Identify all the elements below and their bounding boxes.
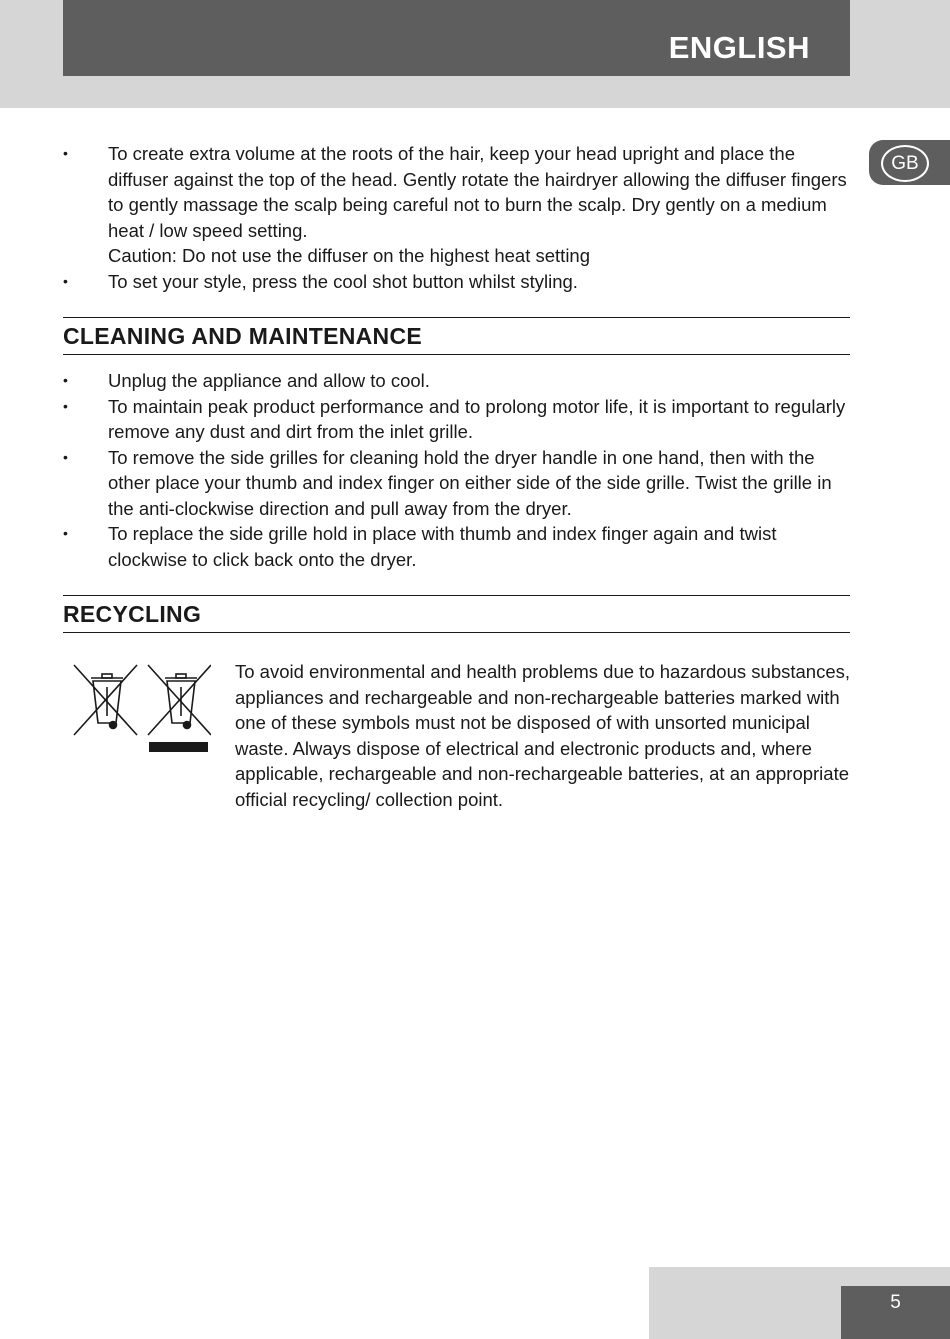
list-item bbox=[63, 269, 850, 295]
list-item: • To remove the side grilles for cleaning hold the dryer handle in one hand, then with the other place your thumb and index finger on either side of the side grille. Twist the grille in the anti-clockwise direction and pull away from the dryer. bbox=[63, 445, 850, 522]
list-item bbox=[63, 141, 850, 269]
intro-list bbox=[63, 141, 850, 294]
list-item: • To replace the side grille hold in place with thumb and index finger again and twist clockwise to click back onto the dryer. bbox=[63, 521, 850, 572]
page-number: 5 bbox=[890, 1292, 901, 1313]
gb-badge: GB bbox=[881, 145, 929, 182]
list-item-text: To create extra volume at the roots of the hair, keep your head upright and place the diffuser against the top of the head. Gently rotate the hairdryer allowing the diffuser fingers to gently massage the scalp being careful not to burn the scalp. Dry gently on a medium heat / low speed setting. bbox=[108, 143, 847, 241]
recycling-block bbox=[63, 659, 850, 859]
language-title: ENGLISH bbox=[668, 30, 810, 65]
page-number-box bbox=[841, 1286, 950, 1339]
cleaning-heading: CLEANING AND MAINTENANCE bbox=[63, 317, 850, 355]
recycling-text: To avoid environmental and health problems due to hazardous substances, appliances and rechargeable and non-rechargeable batteries marked with one of these symbols must not be disposed of with unsorted municipal waste. Always dispose of electrical and electronic products and, where applicable, rechargeable and non-rechargeable batteries, at an appropriate official recycling/ collection point. bbox=[235, 661, 850, 810]
main-content bbox=[63, 141, 850, 859]
caution-note: Caution: Do not use the diffuser on the highest heat setting bbox=[108, 245, 591, 266]
list-item: • To maintain peak product performance and to prolong motor life, it is important to regularly remove any dust and dirt from the inlet grille. bbox=[63, 394, 850, 445]
crossed-out-wheelie-bin-icon bbox=[74, 665, 137, 735]
list-item-text: To set your style, press the cool shot button whilst styling. bbox=[108, 270, 578, 292]
language-tab bbox=[869, 140, 950, 185]
header-box bbox=[63, 0, 850, 76]
crossed-out-wheelie-bin-with-bar-icon bbox=[148, 665, 211, 752]
recycling-heading: RECYCLING bbox=[63, 595, 850, 633]
weee-symbols bbox=[71, 663, 211, 758]
cleaning-list bbox=[63, 368, 850, 572]
list-item: • Unplug the appliance and allow to cool. bbox=[63, 368, 850, 394]
